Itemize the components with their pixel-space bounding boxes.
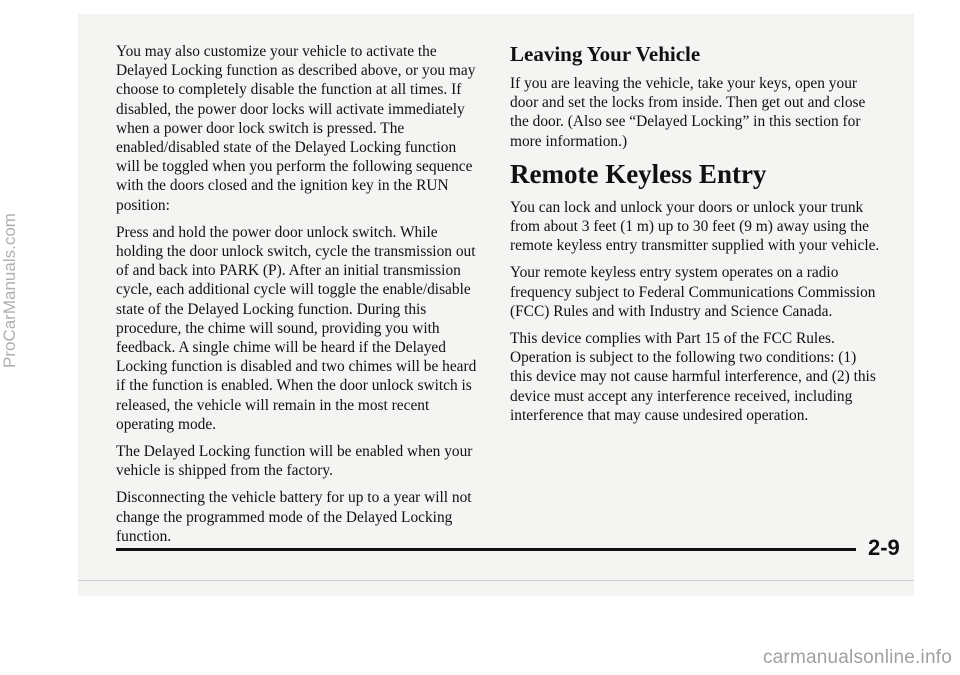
paragraph-customize: You may also customize your vehicle to activate the Delayed Locking function as described above, or you may choose to completely disable the function at all times. If disabled, the power door locks will activate immediately when a power door lock switch is pressed. The enabled/disabled state of the Delayed Locking function will be toggled when you perform the following sequence with the doors closed and the ignition key in the RUN position:	[116, 43, 476, 214]
side-watermark	[0, 0, 30, 675]
page-number: 2-9	[856, 534, 900, 562]
paragraph-leaving: If you are leaving the vehicle, take your keys, open your door and set the locks from inside. Then get out and close the door. (Also see “Delayed Locking” in this section for more information.)	[510, 75, 866, 150]
page-bottom-line	[78, 580, 914, 581]
paragraph-radio-frequency: Your remote keyless entry system operates on a radio frequency subject to Federal Communications Commission (FCC) Rules and with Industry and Science Canada.	[510, 264, 876, 320]
heading-leaving-vehicle: Leaving Your Vehicle	[510, 42, 701, 66]
footer-rule	[116, 548, 868, 551]
paragraph-remote-range: You can lock and unlock your doors or unlock your trunk from about 3 feet (1 m) up to 30 feet (9 m) away using the remote keyless entry transmitter supplied with your vehicle.	[510, 198, 880, 255]
paragraph-fcc-compliance: This device complies with Part 15 of the FCC Rules. Operation is subject to the following two conditions: (1) this device may not cause harmful interference, and (2) this device must accept any interference received, including interference that may cause undesired operation.	[510, 330, 876, 424]
bottom-watermark: carmanualsonline.info	[762, 647, 952, 668]
left-column	[116, 42, 480, 554]
manual-page	[78, 14, 914, 596]
paragraph-factory-default: The Delayed Locking function will be enabled when your vehicle is shipped from the factory.	[116, 443, 473, 480]
paragraph-battery: Disconnecting the vehicle battery for up to a year will not change the programmed mode of the Delayed Locking function.	[116, 489, 472, 545]
side-watermark-text: ProCarManuals.com	[0, 213, 19, 368]
paragraph-procedure: Press and hold the power door unlock switch. While holding the door unlock switch, cycle the transmission out of and back into PARK (P). After an initial transmission cycle, each additional cycle will toggle the enable/disable state of the Delayed Locking function. During this procedure, the chime will sound, providing you with feedback. A single chime will be heard if the Delayed Locking function is disabled and two chimes will be heard if the function is enabled. When the door unlock switch is released, the vehicle will remain in the most recent operating mode.	[116, 223, 477, 433]
right-column	[510, 42, 882, 433]
heading-remote-keyless-entry: Remote Keyless Entry	[510, 158, 767, 189]
